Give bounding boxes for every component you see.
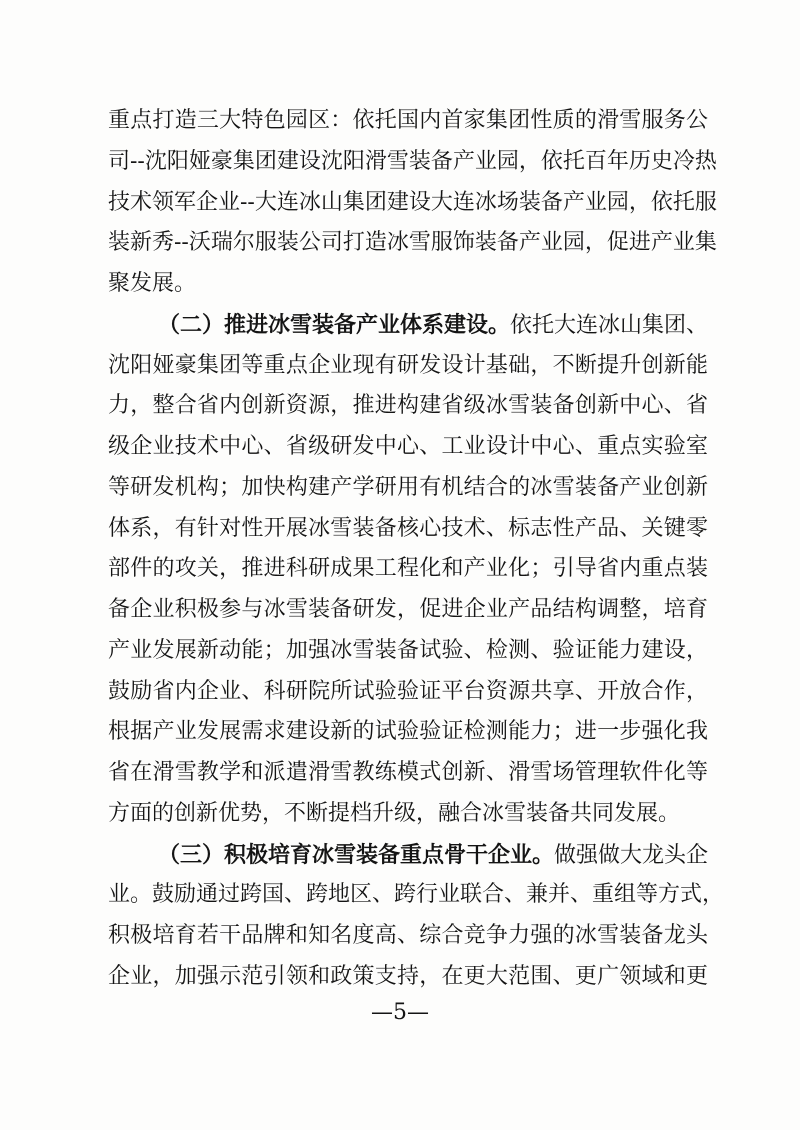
text-line: 沈阳娅豪集团等重点企业现有研发设计基础，不断提升创新能 — [108, 352, 708, 378]
paragraph-heading-line — [158, 838, 708, 872]
text-line: 聚发展。 — [108, 271, 197, 297]
text-line: 重点打造三大特色园区：依托国内首家集团性质的滑雪服务公 — [108, 108, 708, 133]
text-span: 依托大连冰山集团、 — [510, 312, 709, 338]
page-number: —5— — [371, 1000, 429, 1025]
text-line: 装新秀--沃瑞尔服装公司打造冰雪服饰装备产业园，促进产业集 — [108, 230, 717, 256]
text-line: 力，整合省内创新资源，推进构建省级冰雪装备创新中心、省 — [108, 393, 708, 419]
text-line: 省在滑雪教学和派遣滑雪教练模式创新、滑雪场管理软件化等 — [108, 760, 708, 786]
text-line: 体系，有针对性开展冰雪装备核心技术、标志性产品、关键零 — [108, 515, 708, 541]
text-line: 司--沈阳娅豪集团建设沈阳滑雪装备产业园，依托百年历史冷热 — [108, 148, 717, 174]
text-line: 等研发机构；加快构建产学研用有机结合的冰雪装备产业创新 — [108, 474, 708, 500]
text-span: 做强做大龙头企 — [554, 842, 709, 868]
text-line: 级企业技术中心、省级研发中心、工业设计中心、重点实验室 — [108, 434, 708, 460]
text-line: 部件的攻关，推进科研成果工程化和产业化；引导省内重点装 — [108, 556, 708, 582]
text-line: 产业发展新动能；加强冰雪装备试验、检测、验证能力建设， — [108, 637, 708, 663]
text-line: 业。鼓励通过跨国、跨地区、跨行业联合、兼并、重组等方式， — [108, 882, 725, 908]
section-heading: （三）积极培育冰雪装备重点骨干企业。 — [158, 841, 555, 868]
paragraph-heading-line — [158, 308, 708, 342]
text-line: 企业，加强示范引领和政策支持，在更大范围、更广领域和更 — [108, 964, 708, 989]
text-line: 鼓励省内企业、科研院所试验验证平台资源共享、开放合作， — [108, 678, 708, 704]
text-line: 根据产业发展需求建设新的试验验证检测能力；进一步强化我 — [108, 719, 708, 745]
text-line: 积极培育若干品牌和知名度高、综合竞争力强的冰雪装备龙头 — [108, 923, 708, 949]
section-heading: （二）推进冰雪装备产业体系建设。 — [158, 311, 511, 338]
text-line: 方面的创新优势，不断提档升级，融合冰雪装备共同发展。 — [108, 800, 681, 826]
text-line: 技术领军企业--大连冰山集团建设大连冰场装备产业园，依托服 — [108, 189, 717, 215]
text-line: 备企业积极参与冰雪装备研发，促进企业产品结构调整，培育 — [108, 597, 708, 623]
